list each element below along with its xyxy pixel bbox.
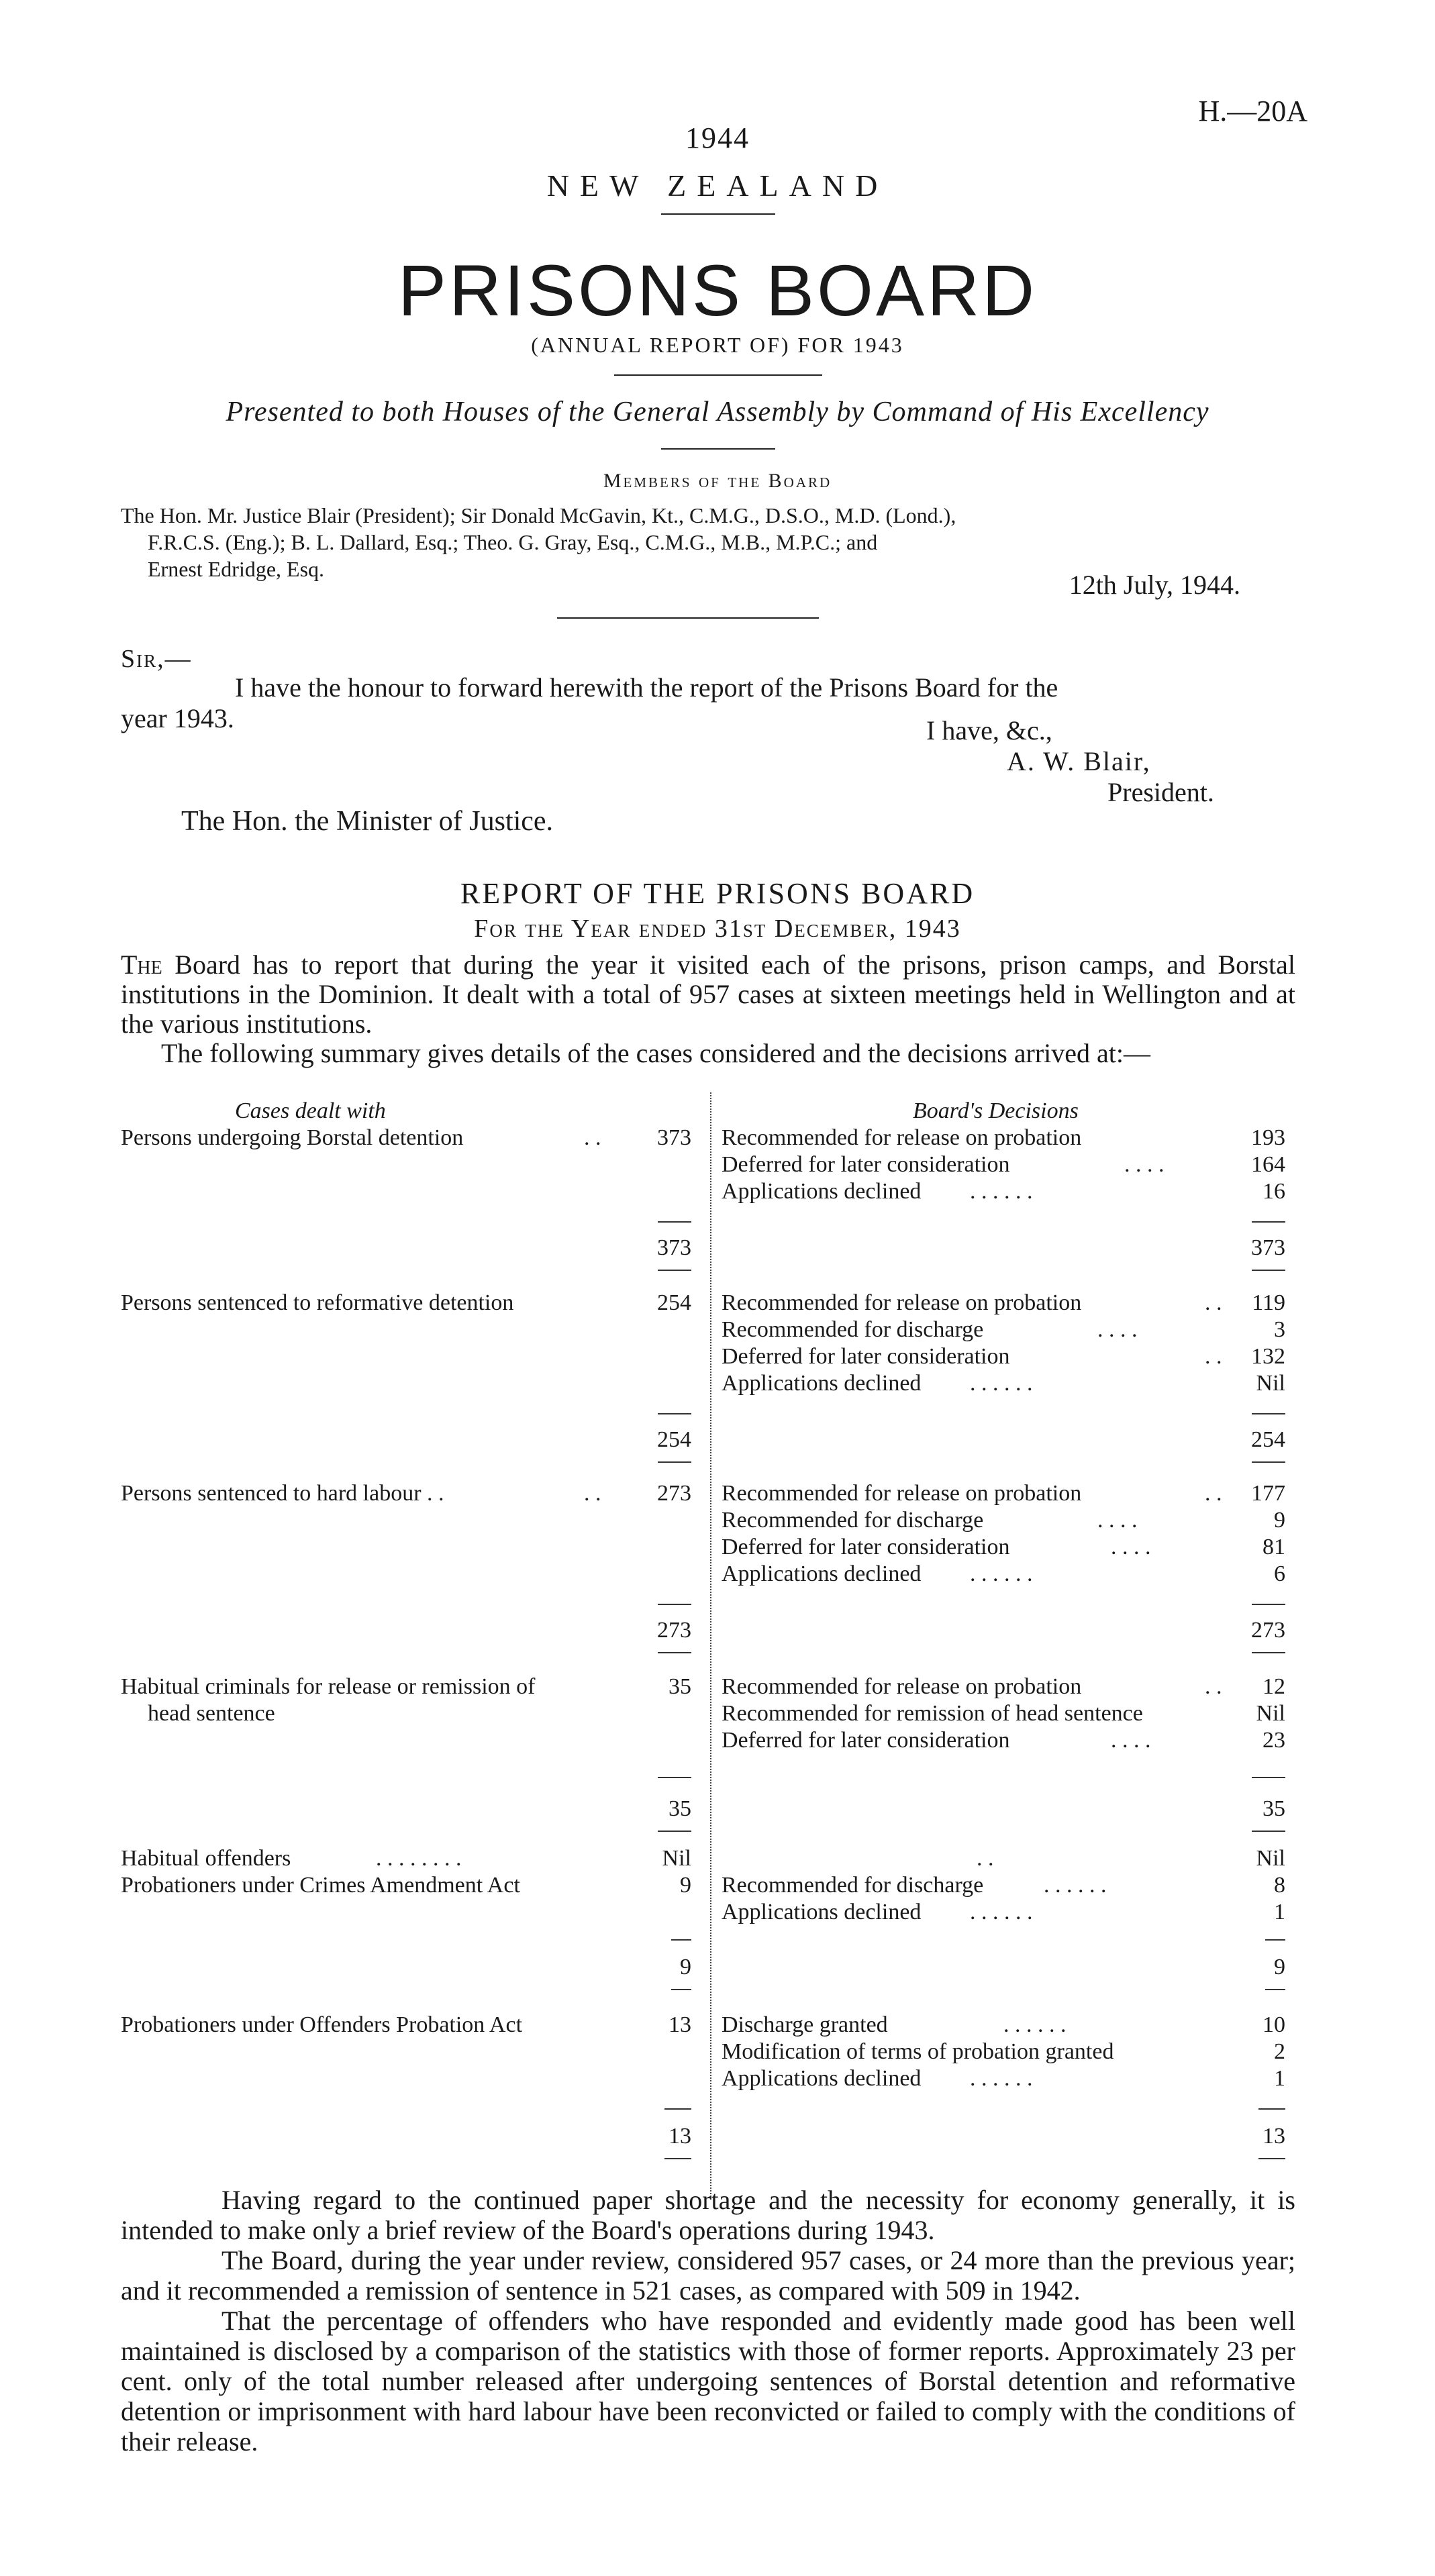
decision-leader: . . bbox=[1205, 1481, 1222, 1506]
total-rule bbox=[664, 2158, 691, 2159]
case-leader: . . . . . . . . bbox=[376, 1846, 462, 1871]
total-rule bbox=[1252, 1831, 1285, 1832]
decision-label: Deferred for later consideration bbox=[722, 1344, 1010, 1369]
table-row bbox=[121, 1290, 691, 1317]
intro-text-2: The following summary gives details of the cases considered and the decisions arrived at:— bbox=[161, 1038, 1151, 1068]
total-rule bbox=[1265, 1989, 1285, 1990]
decision-label: Applications declined bbox=[722, 1561, 922, 1586]
decision-value: 23 bbox=[1263, 1728, 1285, 1753]
decision-leader: . . . . . . bbox=[970, 1179, 1033, 1204]
total-rule bbox=[1252, 1652, 1285, 1653]
letter-line: I have the honour to forward herewith the report of the Prisons Board for the bbox=[235, 672, 1058, 703]
closing-paragraph: Having regard to the continued paper shortage and the necessity for economy generally, it is intended to make only a brief review of the Board's operations during 1943. bbox=[121, 2185, 1295, 2245]
decision-label: Discharge granted bbox=[722, 2012, 888, 2037]
subtotal-rule bbox=[658, 1221, 691, 1223]
case-total: 9 bbox=[680, 1955, 691, 1979]
case-count: 373 bbox=[657, 1125, 691, 1150]
case-total: 254 bbox=[657, 1427, 691, 1452]
decision-label: Modification of terms of probation granted bbox=[722, 2039, 1114, 2064]
decision-leader: . . . . bbox=[1111, 1535, 1151, 1559]
decision-row bbox=[722, 1872, 1285, 1899]
decision-value: 9 bbox=[1274, 1508, 1285, 1533]
decision-row bbox=[722, 1317, 1285, 1343]
letter-body bbox=[121, 672, 1295, 734]
case-total: 35 bbox=[669, 1796, 691, 1821]
decision-total: 9 bbox=[1274, 1955, 1285, 1979]
decision-total: 35 bbox=[1263, 1796, 1285, 1821]
decision-leader: . . . . bbox=[1111, 1728, 1151, 1753]
decision-row bbox=[722, 1178, 1285, 1205]
case-label: Probationers under Offenders Probation Act bbox=[121, 2012, 523, 2037]
case-total: 273 bbox=[657, 1618, 691, 1643]
members-line: Ernest Edridge, Esq. bbox=[148, 557, 325, 581]
case-label: Persons sentenced to hard labour . . bbox=[121, 1481, 444, 1506]
divider bbox=[661, 213, 775, 215]
closing-paragraph: The Board, during the year under review, considered 957 cases, or 24 more than the previous year; and it recommended a remission of sentence in 521 cases, as compared with 509 in 1942. bbox=[121, 2245, 1295, 2306]
subtotal-rule bbox=[1252, 1777, 1285, 1778]
case-total: 13 bbox=[669, 2124, 691, 2149]
members-line: The Hon. Mr. Justice Blair (President); Sir Donald McGavin, Kt., C.M.G., D.S.O., M.D. (Lond.), bbox=[121, 503, 956, 527]
subtotal-rule bbox=[1252, 1221, 1285, 1223]
report-intro bbox=[121, 950, 1295, 1068]
decision-label: Deferred for later consideration bbox=[722, 1152, 1010, 1177]
decision-value: 177 bbox=[1251, 1481, 1285, 1506]
decision-row bbox=[722, 1899, 1285, 1926]
case-label: Habitual offenders bbox=[121, 1846, 291, 1871]
decision-row bbox=[722, 1673, 1285, 1700]
decision-total: 13 bbox=[1263, 2124, 1285, 2149]
decision-value: 6 bbox=[1274, 1561, 1285, 1586]
subtotal-rule bbox=[1252, 1413, 1285, 1414]
case-label: Persons undergoing Borstal detention bbox=[121, 1125, 464, 1150]
decision-total: 273 bbox=[1251, 1618, 1285, 1643]
closing-text bbox=[121, 2185, 1295, 2457]
decision-row bbox=[722, 1343, 1285, 1370]
decision-value: 1 bbox=[1274, 2066, 1285, 2091]
case-total: 373 bbox=[657, 1235, 691, 1260]
case-leader: . . bbox=[584, 1125, 601, 1150]
decision-row bbox=[722, 1507, 1285, 1534]
signatory-role: President. bbox=[1107, 777, 1214, 807]
decision-label: Applications declined bbox=[722, 1179, 922, 1204]
decision-row bbox=[722, 2065, 1285, 2092]
letter-closing: I have, &c., bbox=[926, 715, 1052, 745]
decision-label: Applications declined bbox=[722, 1900, 922, 1924]
closing-paragraph: That the percentage of offenders who have responded and evidently made good has been well maintained is disclosed by a comparison of the statistics with those of former reports. Approximately 23 per cent. only of the total number released after undergoing sentences of Borstal detention and reformative detention or imprisonment with hard labour have been reconvicted or failed to comply with the conditions of their release. bbox=[121, 2306, 1295, 2457]
decision-leader: . . bbox=[1205, 1344, 1222, 1369]
document-year: 1944 bbox=[685, 121, 750, 154]
signatory: A. W. Blair, bbox=[1007, 746, 1151, 776]
subtotal-rule bbox=[658, 1604, 691, 1605]
case-count: 273 bbox=[657, 1481, 691, 1506]
case-label: Habitual criminals for release or remission of bbox=[121, 1674, 536, 1699]
decision-value: Nil bbox=[1256, 1846, 1285, 1871]
decision-leader: . . . . . . bbox=[1044, 1873, 1107, 1898]
total-rule bbox=[671, 1989, 691, 1990]
decision-row bbox=[722, 1290, 1285, 1317]
case-label-continued: head sentence bbox=[148, 1701, 275, 1726]
presented-line: Presented to both Houses of the General Assembly by Command of His Excellency bbox=[226, 397, 1209, 427]
decision-label: Deferred for later consideration bbox=[722, 1535, 1010, 1559]
decision-value: 119 bbox=[1252, 1290, 1285, 1315]
decision-label: Recommended for discharge bbox=[722, 1317, 984, 1342]
decision-value: Nil bbox=[1256, 1371, 1285, 1396]
decision-label: Recommended for release on probation bbox=[722, 1125, 1082, 1150]
decision-label: Recommended for remission of head sentence bbox=[722, 1701, 1143, 1726]
page-subtitle: (ANNUAL REPORT OF) FOR 1943 bbox=[531, 333, 904, 357]
country-heading: NEW ZEALAND bbox=[546, 168, 889, 203]
document-reference: H.—20A bbox=[1198, 95, 1307, 127]
subtotal-rule bbox=[658, 1777, 691, 1778]
total-rule bbox=[658, 1652, 691, 1653]
decision-value: 1 bbox=[1274, 1900, 1285, 1924]
decision-label: Applications declined bbox=[722, 2066, 922, 2091]
total-rule bbox=[1252, 1461, 1285, 1463]
total-rule bbox=[1252, 1270, 1285, 1271]
subtotal-rule bbox=[1265, 1939, 1285, 1941]
divider bbox=[557, 617, 819, 619]
report-subheading: For the Year ended 31st December, 1943 bbox=[474, 915, 961, 943]
table-header-decisions: Board's Decisions bbox=[913, 1098, 1079, 1123]
decision-row bbox=[722, 1370, 1285, 1397]
table-row bbox=[121, 1673, 691, 1700]
decision-value: 8 bbox=[1274, 1873, 1285, 1898]
decision-value: Nil bbox=[1256, 1701, 1285, 1726]
decision-total: 373 bbox=[1251, 1235, 1285, 1260]
decision-leader: . . . . . . bbox=[970, 2066, 1033, 2091]
decision-label: Recommended for discharge bbox=[722, 1873, 984, 1898]
divider bbox=[661, 448, 775, 450]
decision-row bbox=[722, 1561, 1285, 1588]
decision-row bbox=[722, 1151, 1285, 1178]
page-title: PRISONS BOARD bbox=[397, 250, 1038, 331]
decision-row bbox=[722, 1727, 1285, 1754]
decision-leader: . . . . bbox=[1097, 1317, 1138, 1342]
report-heading: REPORT OF THE PRISONS BOARD bbox=[460, 877, 975, 910]
decision-value: 193 bbox=[1251, 1125, 1285, 1150]
decision-leader: . . . . bbox=[1097, 1508, 1138, 1533]
intro-text: Board has to report that during the year it visited each of the prisons, prison camps, and Borstal institutions in the Dominion. It dealt with a total of 957 cases at sixteen meetings held in Wellington and at the various institutions. bbox=[121, 949, 1296, 1039]
decision-row bbox=[722, 1480, 1285, 1507]
subtotal-rule bbox=[1258, 2108, 1285, 2110]
table-divider bbox=[710, 1092, 711, 2200]
decision-leader: . . bbox=[1205, 1290, 1222, 1315]
decision-leader: . . . . . . bbox=[1003, 2012, 1067, 2037]
decision-leader: . . . . . . bbox=[970, 1561, 1033, 1586]
decision-value: 10 bbox=[1263, 2012, 1285, 2037]
decision-leader: . . bbox=[977, 1846, 994, 1871]
salutation: Sir,— bbox=[121, 645, 192, 673]
table-header-cases: Cases dealt with bbox=[235, 1098, 386, 1123]
case-label: Probationers under Crimes Amendment Act bbox=[121, 1873, 520, 1898]
decision-value: 164 bbox=[1251, 1152, 1285, 1177]
decision-value: 3 bbox=[1274, 1317, 1285, 1342]
table-row bbox=[121, 2012, 691, 2039]
decision-label: Recommended for release on probation bbox=[722, 1290, 1082, 1315]
decision-leader: . . . . bbox=[1124, 1152, 1165, 1177]
decision-label: Recommended for discharge bbox=[722, 1508, 984, 1533]
case-count: 254 bbox=[657, 1290, 691, 1315]
letter-date: 12th July, 1944. bbox=[1069, 570, 1240, 600]
total-rule bbox=[658, 1270, 691, 1271]
total-rule bbox=[1258, 2158, 1285, 2159]
decision-leader: . . . . . . bbox=[970, 1900, 1033, 1924]
case-leader: . . bbox=[584, 1481, 601, 1506]
subtotal-rule bbox=[1252, 1604, 1285, 1605]
decision-label: Applications declined bbox=[722, 1371, 922, 1396]
decision-row bbox=[722, 1700, 1285, 1727]
decision-value: 132 bbox=[1251, 1344, 1285, 1369]
decision-label: Deferred for later consideration bbox=[722, 1728, 1010, 1753]
decision-leader: . . bbox=[1205, 1674, 1222, 1699]
total-rule bbox=[658, 1461, 691, 1463]
addressee: The Hon. the Minister of Justice. bbox=[181, 806, 554, 837]
table-row bbox=[121, 1845, 691, 1872]
decision-value: 81 bbox=[1263, 1535, 1285, 1559]
decision-value: 16 bbox=[1263, 1179, 1285, 1204]
case-count: Nil bbox=[662, 1846, 691, 1871]
subtotal-rule bbox=[671, 1939, 691, 1941]
decision-label: Recommended for release on probation bbox=[722, 1674, 1082, 1699]
case-count: 13 bbox=[669, 2012, 691, 2037]
members-heading: Members of the Board bbox=[603, 470, 832, 492]
divider bbox=[614, 374, 822, 376]
subtotal-rule bbox=[658, 1413, 691, 1414]
members-line: F.R.C.S. (Eng.); B. L. Dallard, Esq.; Theo. G. Gray, Esq., C.M.G., M.B., M.P.C.; and bbox=[148, 530, 878, 554]
letter-line: year 1943. bbox=[121, 703, 234, 733]
decision-row bbox=[722, 2039, 1285, 2065]
table-row bbox=[121, 1480, 691, 1507]
case-label: Persons sentenced to reformative detention bbox=[121, 1290, 514, 1315]
decision-leader: . . . . . . bbox=[970, 1371, 1033, 1396]
table-row bbox=[121, 1125, 691, 1151]
intro-lead: The bbox=[121, 949, 162, 980]
subtotal-rule bbox=[664, 2108, 691, 2110]
decision-value: 2 bbox=[1274, 2039, 1285, 2064]
decision-row bbox=[722, 1125, 1285, 1151]
case-count: 35 bbox=[669, 1674, 691, 1699]
decision-total: 254 bbox=[1251, 1427, 1285, 1452]
decision-label: Recommended for release on probation bbox=[722, 1481, 1082, 1506]
decision-value: 12 bbox=[1263, 1674, 1285, 1699]
table-row bbox=[121, 1872, 691, 1899]
case-count: 9 bbox=[680, 1873, 691, 1898]
total-rule bbox=[658, 1831, 691, 1832]
decision-row bbox=[722, 2012, 1285, 2039]
decision-row bbox=[722, 1534, 1285, 1561]
